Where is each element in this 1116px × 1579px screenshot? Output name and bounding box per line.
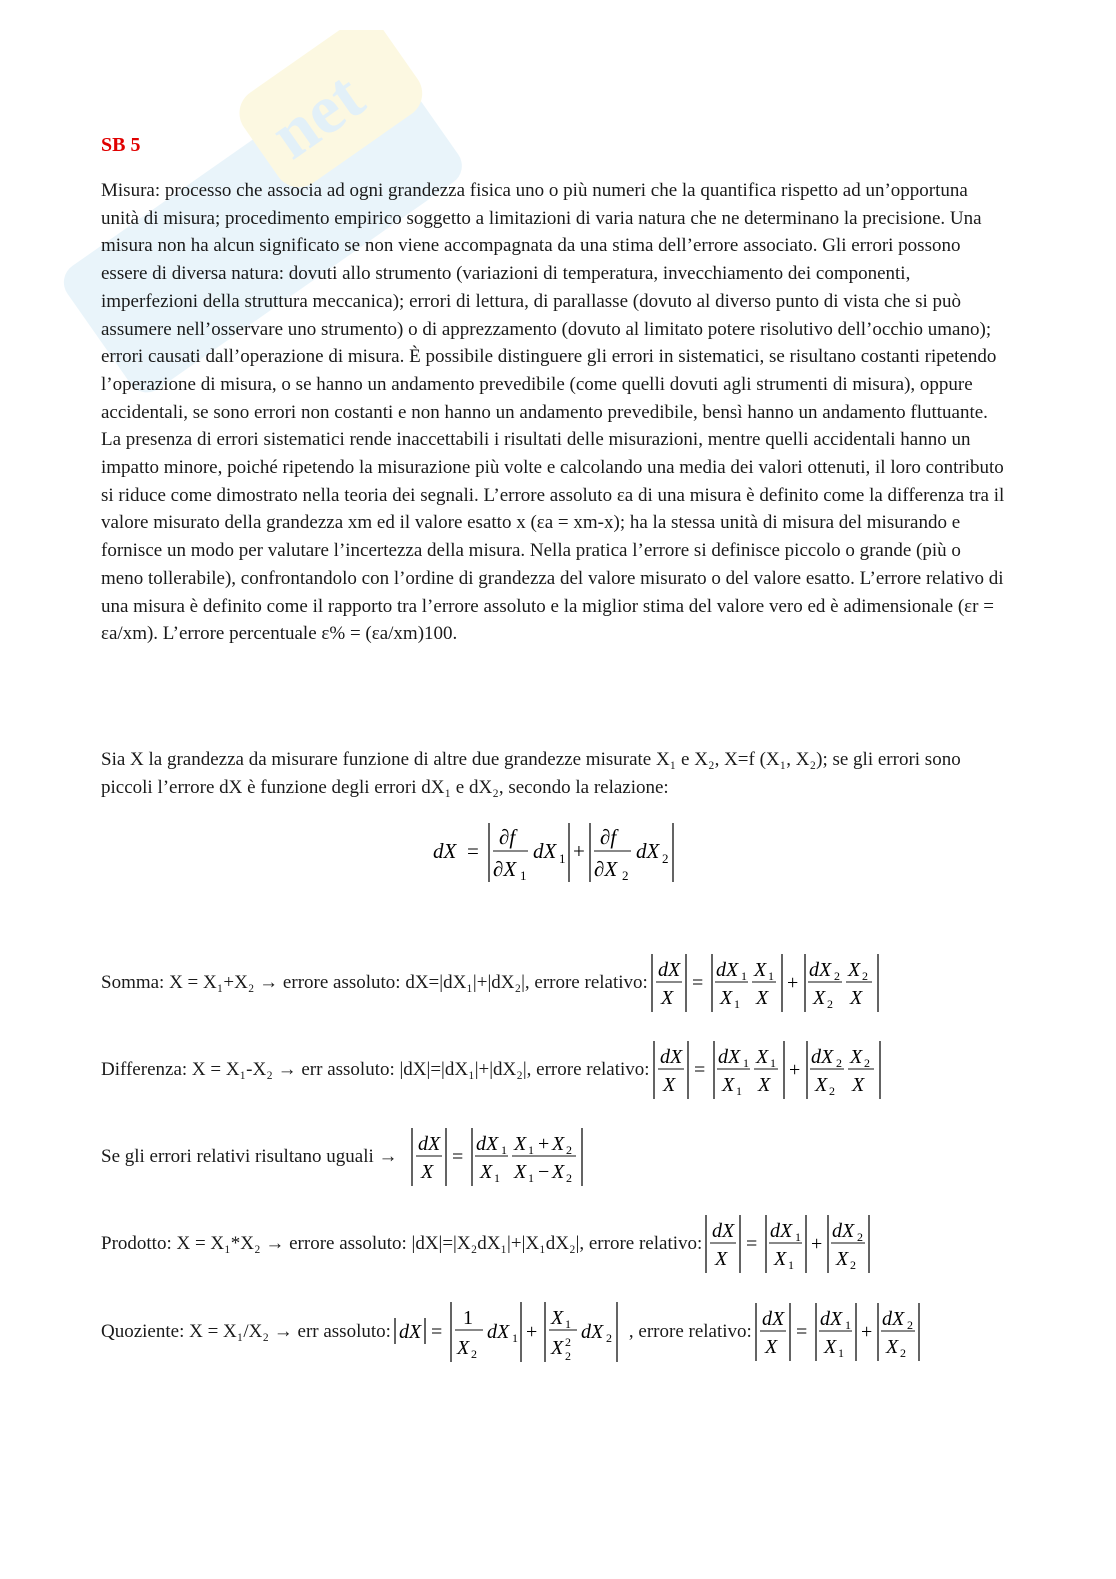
- row-differenza: [101, 1039, 892, 1101]
- svg-text:+: +: [525, 1321, 538, 1343]
- svg-text:2: 2: [906, 1318, 913, 1332]
- svg-text:1: 1: [740, 969, 747, 983]
- svg-text:dX: dX: [417, 1133, 440, 1155]
- svg-text:∂X: ∂X: [594, 857, 618, 881]
- svg-text:∂f: ∂f: [600, 825, 617, 849]
- svg-text:X: X: [753, 959, 767, 981]
- formula-quoziente-assoluto-2: [547, 1300, 627, 1364]
- svg-text:dX: dX: [808, 959, 832, 981]
- svg-text:1: 1: [493, 1171, 500, 1185]
- svg-text:1: 1: [564, 1317, 571, 1331]
- svg-text:X: X: [551, 1133, 564, 1155]
- svg-text:=: =: [467, 839, 479, 863]
- svg-text:X: X: [479, 1161, 492, 1183]
- svg-text:2: 2: [833, 969, 840, 983]
- row-somma: [101, 952, 890, 1014]
- svg-text:1: 1: [500, 1143, 507, 1157]
- formula-quoziente-assoluto: [393, 1300, 571, 1364]
- svg-text:+: +: [860, 1321, 873, 1343]
- svg-text:1: 1: [795, 1230, 802, 1244]
- svg-text:+: +: [573, 839, 585, 863]
- svg-text:=: =: [430, 1321, 443, 1343]
- svg-text:−: −: [537, 1161, 549, 1183]
- svg-text:∂f: ∂f: [499, 825, 516, 849]
- svg-text:1: 1: [742, 1056, 749, 1070]
- svg-text:1: 1: [735, 1084, 742, 1098]
- svg-text:+: +: [788, 1059, 800, 1081]
- svg-text:2: 2: [605, 1331, 612, 1345]
- svg-text:X: X: [513, 1133, 526, 1155]
- svg-text:1: 1: [559, 851, 566, 866]
- svg-text:+: +: [786, 972, 799, 994]
- svg-text:2: 2: [622, 868, 629, 883]
- svg-text:2: 2: [850, 1258, 857, 1272]
- svg-text:X: X: [662, 1074, 675, 1096]
- svg-text:X: X: [755, 987, 769, 1009]
- svg-text:=: =: [451, 1146, 463, 1168]
- svg-text:2: 2: [564, 1335, 571, 1349]
- svg-text:2: 2: [564, 1349, 571, 1363]
- svg-text:dX: dX: [819, 1308, 843, 1330]
- svg-text:X: X: [755, 1046, 768, 1068]
- svg-text:2: 2: [470, 1347, 477, 1361]
- svg-text:dX: dX: [712, 1220, 735, 1242]
- svg-text:1: 1: [837, 1346, 844, 1360]
- svg-text:2: 2: [826, 997, 833, 1011]
- svg-text:2: 2: [662, 851, 669, 866]
- svg-text:dX: dX: [533, 839, 557, 863]
- svg-text:2: 2: [863, 1056, 870, 1070]
- svg-text:1: 1: [767, 969, 774, 983]
- formula-propagation: [433, 818, 683, 888]
- svg-text:=: =: [691, 972, 704, 994]
- svg-text:X: X: [551, 1161, 564, 1183]
- svg-text:∂X: ∂X: [493, 857, 517, 881]
- formula-differenza-relativo: [652, 1039, 892, 1101]
- svg-text:dX: dX: [810, 1046, 833, 1068]
- paragraph-funzione: Sia X la grandezza da misurare funzione di altre due grandezze misurate X₁ e X₂, X=f (X₁, X₂); se gli errori sono piccoli l’errore dX è funzione degli errori dX₁ e dX₂, secondo la relazione:: [101, 749, 961, 798]
- svg-text:X: X: [885, 1336, 899, 1358]
- svg-text:X: X: [814, 1074, 827, 1096]
- svg-text:1: 1: [527, 1143, 534, 1157]
- svg-text:X: X: [550, 1307, 564, 1329]
- svg-text:1: 1: [511, 1331, 518, 1345]
- svg-text:dX: dX: [398, 1321, 422, 1343]
- svg-text:dX: dX: [580, 1321, 604, 1343]
- svg-text:1: 1: [733, 997, 740, 1011]
- svg-text:dX: dX: [832, 1220, 855, 1242]
- section-title: SB 5: [101, 134, 141, 156]
- svg-text:dX: dX: [636, 839, 660, 863]
- svg-text:2: 2: [828, 1084, 835, 1098]
- svg-text:X: X: [721, 1074, 734, 1096]
- svg-text:2: 2: [565, 1143, 572, 1157]
- svg-text:=: =: [746, 1233, 758, 1255]
- svg-text:1: 1: [520, 868, 527, 883]
- svg-text:X: X: [849, 987, 863, 1009]
- svg-text:1: 1: [844, 1318, 851, 1332]
- svg-text:X: X: [550, 1337, 564, 1359]
- paragraph-misura: Misura: processo che associa ad ogni grandezza fisica uno o più numeri che la quantifica rispetto ad un’opportuna unità di misura; procedimento empirico soggetto a limitazioni di varia natura che ne determinano la precisione. Una misura non ha alcun significato se non viene accompagnata da una stima dell’errore associato. Gli errori possono essere di diversa natura: dovuti allo strumento (variazioni di temperatura, invecchiamento dei componenti, imperfezioni della struttura meccanica); errori di lettura, di parallasse (dovuto al diverso punto di vista che si può assumere nell’osservare uno strumento) o di apprezzamento (dovuto al limitato potere risolutivo dell’occhio umano); errori causati dall’operazione di misura. È possibile distinguere gli errori in sistematici, se risultano costanti ripetendo l’operazione di misura, o se hanno un andamento prevedibile (come quelli dovuti agli strumenti di misura), oppure accidentali, se sono errori non costanti e non hanno un andamento prevedibile, bensì hanno un andamento fluttuante. La presenza di errori sistematici rende inaccettabili i risultati delle misurazioni, mentre quelli accidentali hanno un impatto minore, poiché ripetendo la misurazione più volte e calcolando una media dei valori ottenuti, il loro contributo si riduce come dimostrato nella teoria dei segnali. L’errore assoluto εa di una misura è definito come la differenza tra il valore misurato della grandezza xm ed il valore esatto x (εa = xm-x); ha la stessa unità di misura del misurando e fornisce un modo per valutare l’incertezza della misura. Nella pratica l’errore si definisce piccolo o grande (più o meno tollerabile), confrontandolo con l’ordine di grandezza del valore misurato o del valore esatto. L’errore relativo di una misura è definito come il rapporto tra l’errore assoluto e la miglior stima del valore vero ed è adimensionale (εr = εa/xm). L’errore percentuale ε% = (εa/xm)100.: [101, 180, 1005, 645]
- svg-text:X: X: [774, 1248, 787, 1270]
- svg-text:=: =: [693, 1059, 705, 1081]
- svg-text:dX: dX: [770, 1220, 793, 1242]
- svg-text:X: X: [456, 1337, 470, 1359]
- svg-text:net: net: [256, 57, 378, 175]
- svg-text:2: 2: [565, 1171, 572, 1185]
- svg-text:X: X: [764, 1336, 778, 1358]
- row-uguali: [101, 1126, 600, 1188]
- svg-text:dX: dX: [475, 1133, 498, 1155]
- svg-text:2: 2: [861, 969, 868, 983]
- svg-text:X: X: [757, 1074, 770, 1096]
- svg-text:dX: dX: [486, 1321, 510, 1343]
- svg-text:X: X: [420, 1161, 433, 1183]
- svg-text:dX: dX: [657, 959, 681, 981]
- svg-text:X: X: [660, 987, 674, 1009]
- svg-text:dX: dX: [881, 1308, 905, 1330]
- svg-text:1: 1: [788, 1258, 795, 1272]
- svg-text:X: X: [719, 987, 733, 1009]
- somma-text: Somma: X = X₁+X₂ → errore assoluto: dX=|dX₁|+|dX₂|, errore relativo:: [101, 972, 648, 993]
- svg-text:dX: dX: [659, 1046, 682, 1068]
- quoziente-mid-text: , errore relativo:: [628, 1321, 752, 1342]
- uguali-text: Se gli errori relativi risultano uguali →: [101, 1146, 398, 1167]
- svg-text:2: 2: [899, 1346, 906, 1360]
- svg-text:dX: dX: [717, 1046, 740, 1068]
- row-prodotto: [101, 1213, 879, 1275]
- svg-text:X: X: [847, 959, 861, 981]
- row-quoziente: [101, 1300, 929, 1364]
- svg-text:X: X: [812, 987, 826, 1009]
- svg-text:X: X: [513, 1161, 526, 1183]
- svg-text:X: X: [715, 1248, 728, 1270]
- formula-quoziente-relativo: [754, 1301, 929, 1363]
- formula-uguali: [410, 1126, 600, 1188]
- svg-text:1: 1: [769, 1056, 776, 1070]
- formula-somma-relativo: [650, 952, 890, 1014]
- quoziente-text: Quoziente: X = X₁/X₂ → err assoluto:: [101, 1321, 391, 1342]
- svg-text:+: +: [537, 1133, 549, 1155]
- svg-text:2: 2: [857, 1230, 864, 1244]
- svg-text:2: 2: [835, 1056, 842, 1070]
- svg-text:1: 1: [527, 1171, 534, 1185]
- svg-text:X: X: [851, 1074, 864, 1096]
- svg-text:X: X: [849, 1046, 862, 1068]
- svg-text:=: =: [795, 1321, 808, 1343]
- svg-text:dX: dX: [715, 959, 739, 981]
- svg-text:+: +: [811, 1233, 823, 1255]
- svg-text:dX: dX: [761, 1308, 785, 1330]
- prodotto-text: Prodotto: X = X₁*X₂ → errore assoluto: |dX|=|X₂dX₁|+|X₁dX₂|, errore relativo:: [101, 1233, 703, 1254]
- svg-text:X: X: [823, 1336, 837, 1358]
- svg-text:dX: dX: [433, 839, 457, 863]
- formula-prodotto-relativo: [704, 1213, 879, 1275]
- svg-text:1: 1: [462, 1307, 473, 1329]
- svg-text:X: X: [836, 1248, 849, 1270]
- differenza-text: Differenza: X = X₁-X₂ → err assoluto: |dX|=|dX₁|+|dX₂|, errore relativo:: [101, 1059, 650, 1080]
